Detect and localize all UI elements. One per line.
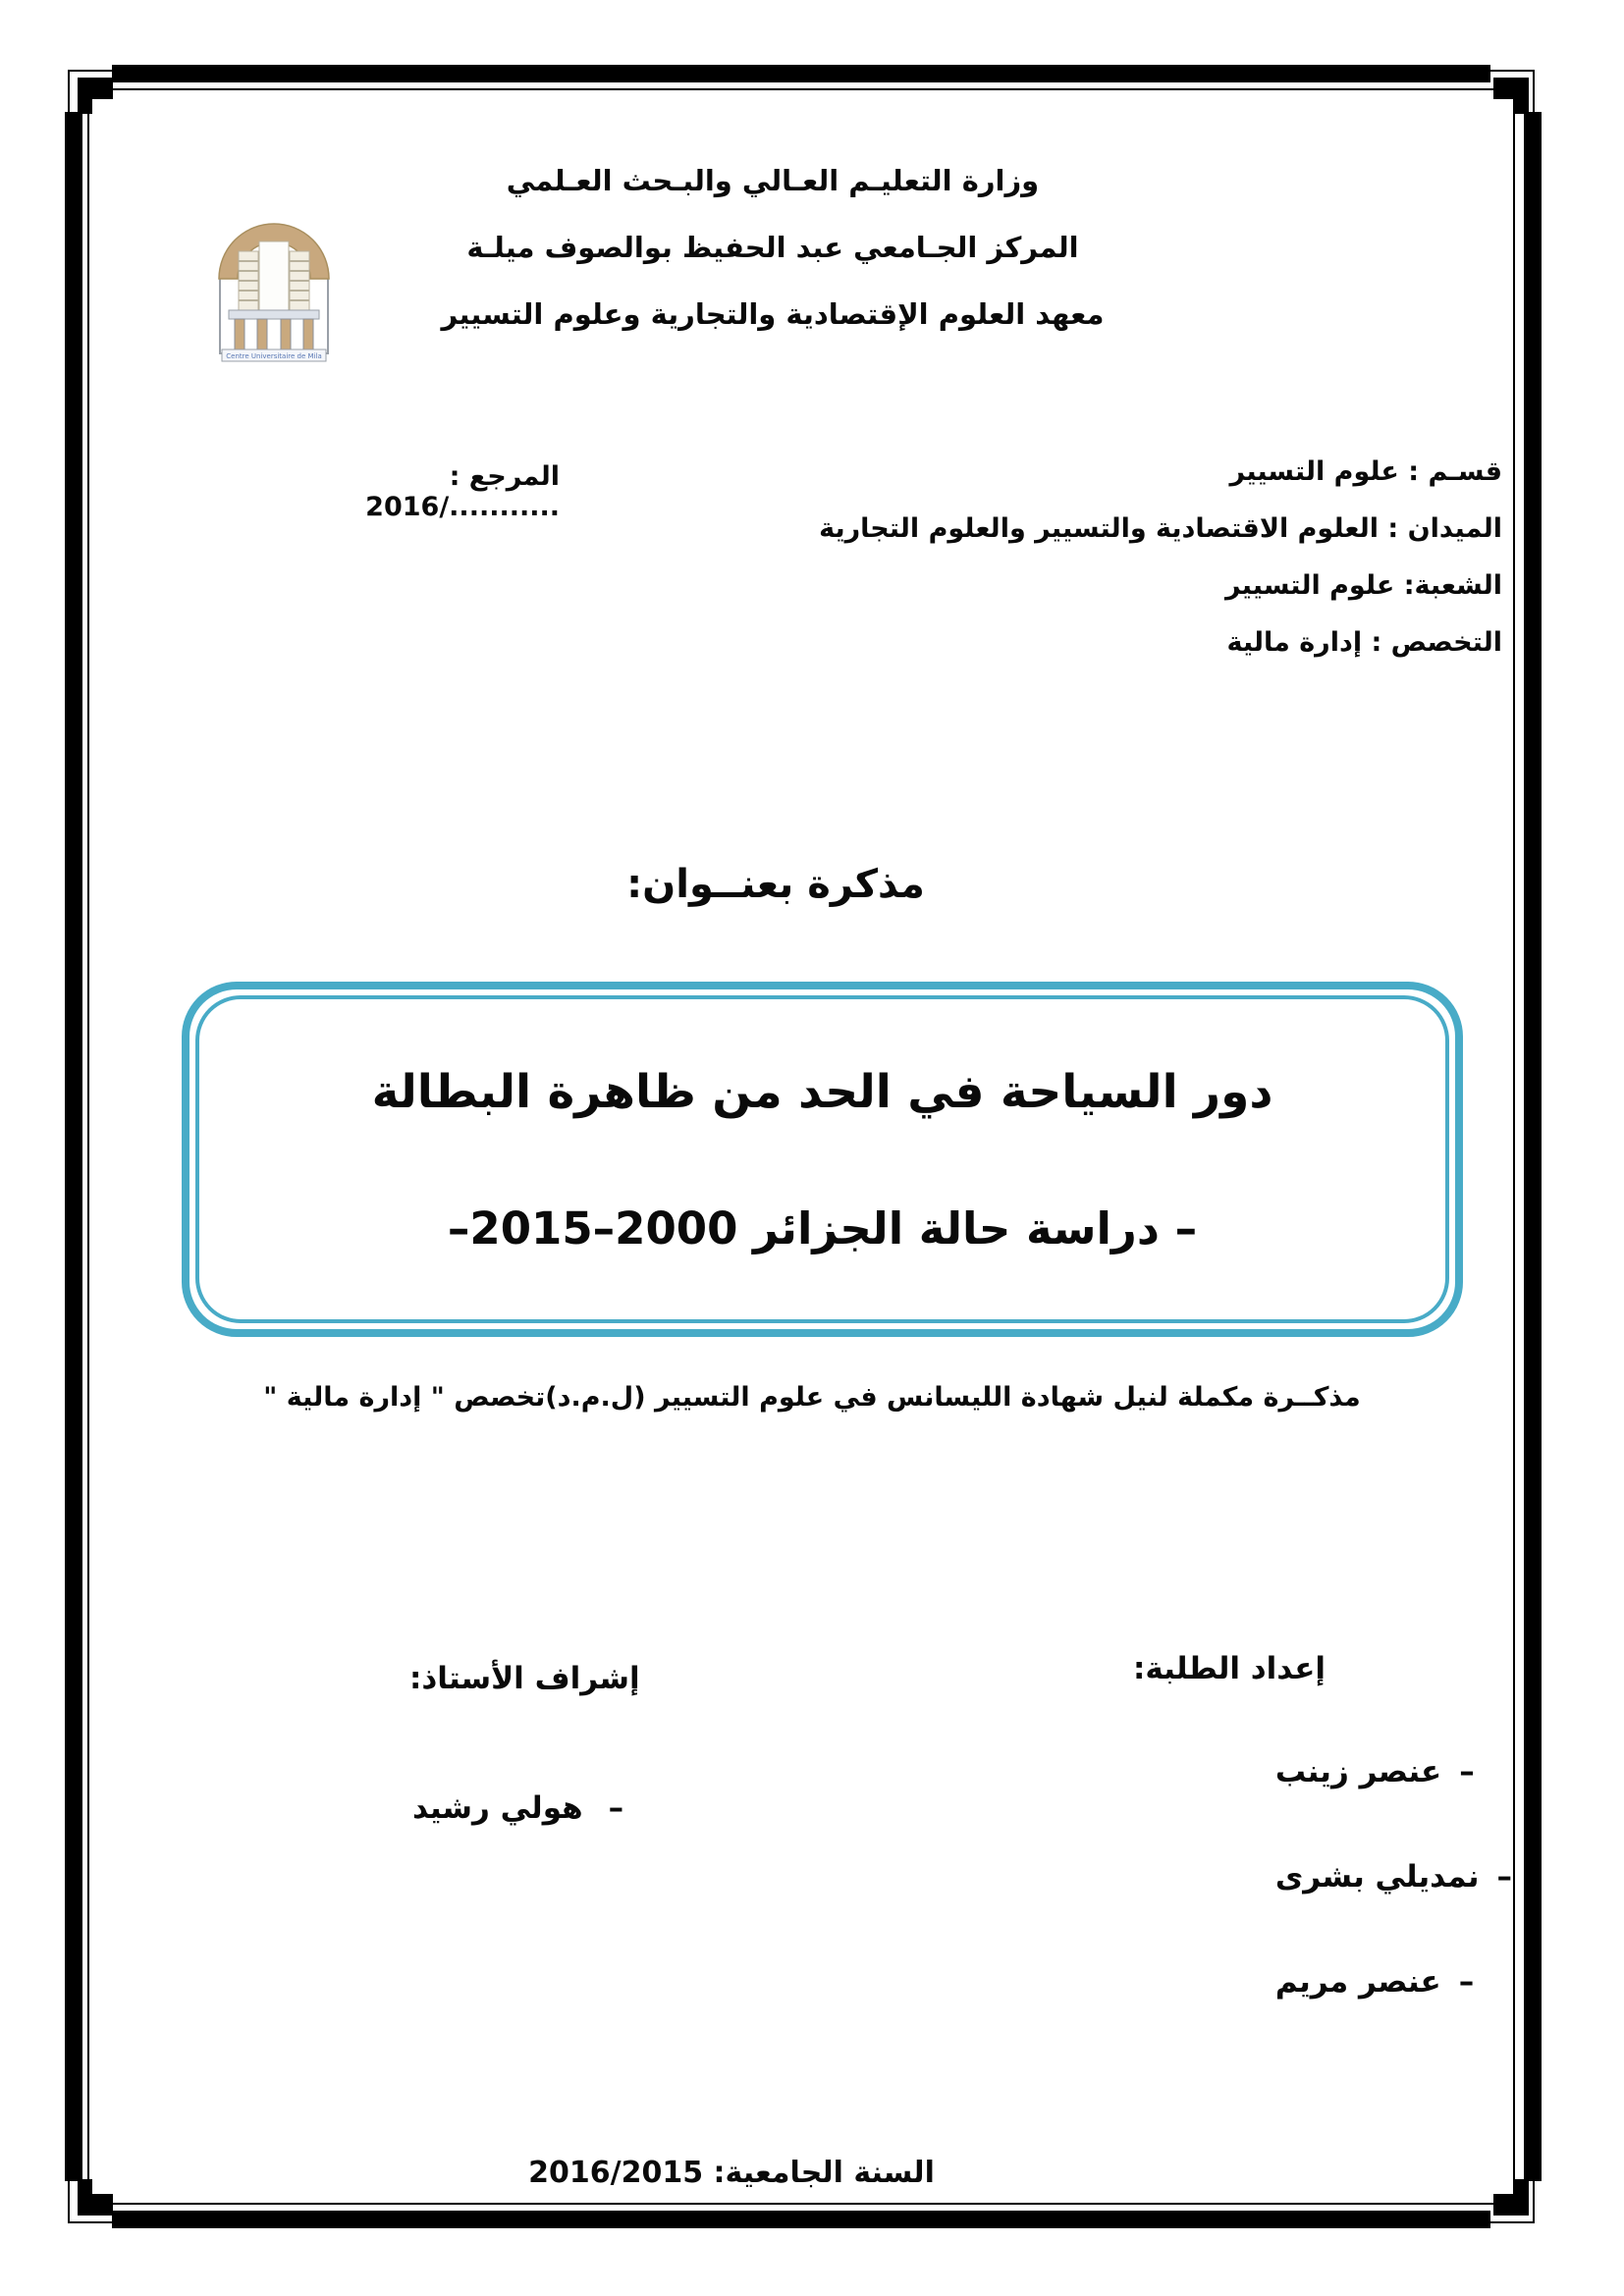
dash-bullet: –	[1459, 1754, 1475, 1789]
logo-tower	[259, 241, 289, 312]
institute-line: معهد العلوم الإقتصادية والتجارية وعلوم التسيير	[441, 297, 1105, 331]
student-name: عنصر مريم	[1274, 1964, 1441, 2000]
department-info	[805, 444, 1502, 671]
students-heading: إعداد الطلبة:	[1132, 1651, 1326, 1686]
student-name: نمديلي بشرى	[1274, 1859, 1480, 1895]
student-row	[1275, 1742, 1475, 1801]
supervisor-heading: إشراف الأستاذ:	[409, 1661, 640, 1696]
field-line: الميدان : العلوم الاقتصادية والتسيير والعلوم التجارية	[819, 513, 1502, 544]
students-list	[1275, 1742, 1512, 2011]
specialty-line: التخصص : إدارة مالية	[1226, 627, 1502, 658]
page-header	[321, 147, 1224, 347]
dash-bullet: –	[1496, 1859, 1512, 1895]
title-box	[182, 982, 1463, 1337]
dash-bullet: –	[1458, 1964, 1475, 2000]
degree-subtitle: مذكــرة مكملة لنيل شهادة الليسانس في علوم التسيير (ل.م.د)تخصص " إدارة مالية "	[263, 1382, 1361, 1413]
student-row	[1275, 1847, 1512, 1906]
student-name: عنصر زينب	[1274, 1754, 1442, 1789]
thesis-subtitle-period: – دراسة حالة الجزائر 2000–2015–	[447, 1201, 1198, 1255]
supervisor-row	[412, 1779, 623, 1838]
branch-line: الشعبة: علوم التسيير	[1224, 570, 1502, 601]
title-box-inner	[195, 995, 1449, 1323]
logo-caption: Centre Universitaire de Mila	[226, 352, 322, 360]
department-line: قسـم : علوم التسيير	[1229, 456, 1502, 487]
student-row	[1275, 1952, 1474, 2011]
thesis-title: دور السياحة في الحد من ظاهرة البطالة	[371, 1064, 1273, 1119]
supervisor-name: هولي رشيد	[412, 1790, 583, 1826]
reference-number: المرجع : .........../2016	[365, 461, 560, 522]
ministry-line: وزارة التعليـم العـالي والبـحث العـلمي	[506, 164, 1040, 197]
memo-heading: مذكرة بعنــوان:	[626, 862, 925, 907]
dash-bullet: –	[608, 1790, 624, 1826]
university-line: المركز الجـامعي عبد الحفيظ بوالصوف ميلـة	[466, 231, 1079, 264]
academic-year: السنة الجامعية: 2016/2015	[528, 2156, 935, 2190]
